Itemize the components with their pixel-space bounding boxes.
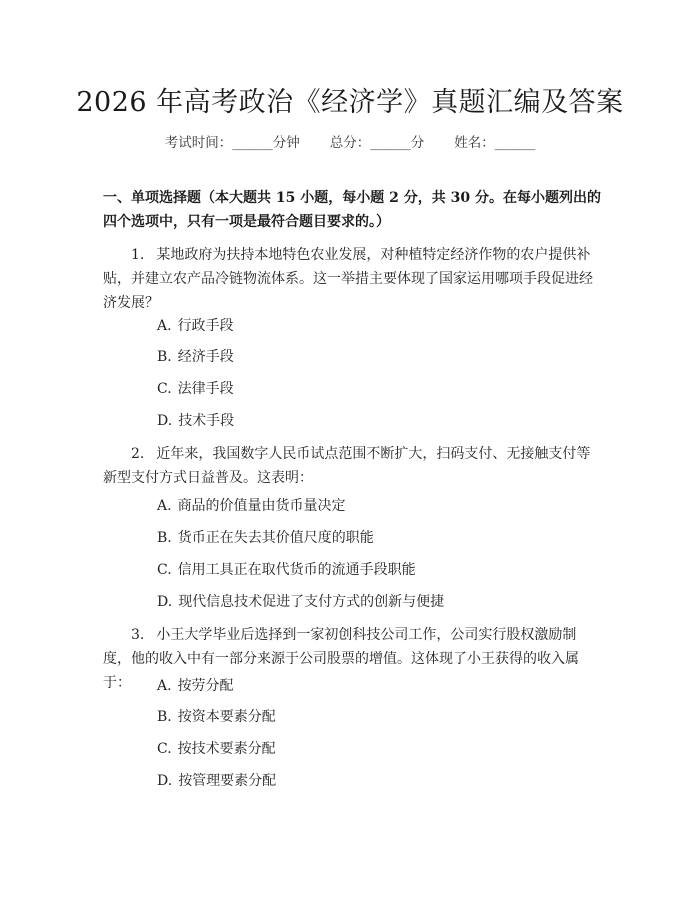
option-text: 按劳分配 bbox=[177, 678, 234, 694]
option-letter: B. bbox=[157, 709, 172, 725]
option-text: 法律手段 bbox=[177, 381, 234, 397]
option-text: 经济手段 bbox=[177, 349, 234, 365]
option-text: 按管理要素分配 bbox=[178, 773, 277, 789]
question-number: 2. bbox=[131, 446, 145, 462]
option-text: 按资本要素分配 bbox=[177, 709, 276, 725]
option-text: 信用工具正在取代货币的流通手段职能 bbox=[177, 562, 416, 578]
exam-time-field: 考试时间：______分钟 bbox=[164, 135, 300, 151]
option-letter: B. bbox=[157, 530, 172, 546]
question-2-option-c bbox=[157, 560, 416, 580]
option-letter: C. bbox=[157, 562, 172, 578]
option-letter: B. bbox=[157, 349, 172, 365]
option-text: 行政手段 bbox=[177, 318, 234, 334]
option-letter: A. bbox=[157, 498, 172, 514]
question-3-option-c bbox=[157, 739, 276, 759]
option-letter: A. bbox=[157, 678, 172, 694]
question-1-option-a bbox=[157, 316, 234, 336]
option-letter: D. bbox=[157, 594, 173, 610]
exam-score-field: 总分：______分 bbox=[329, 135, 425, 151]
option-letter: C. bbox=[157, 741, 172, 757]
question-2 bbox=[103, 442, 603, 490]
option-letter: A. bbox=[157, 318, 172, 334]
option-text: 按技术要素分配 bbox=[177, 741, 276, 757]
question-1-option-b bbox=[157, 347, 234, 367]
question-1-option-c bbox=[157, 379, 234, 399]
option-text: 现代信息技术促进了支付方式的创新与便捷 bbox=[178, 594, 445, 610]
section-heading: 一、单项选择题（本大题共 15 小题，每小题 2 分，共 30 分。在每小题列出的四个选项中，只有一项是最符合题目要求的。） bbox=[103, 190, 601, 230]
question-text: 某地政府为扶持本地特色农业发展，对种植特定经济作物的农户提供补贴，并建立农产品冷链物流体系。这一举措主要体现了国家运用哪项手段促进经济发展？ bbox=[103, 247, 593, 311]
question-2-option-a bbox=[157, 496, 346, 516]
question-text: 近年来，我国数字人民币试点范围不断扩大，扫码支付、无接触支付等新型支付方式日益普及。这表明： bbox=[103, 446, 591, 486]
question-number: 1. bbox=[131, 247, 145, 263]
question-1-option-d bbox=[157, 411, 234, 431]
question-text: 小王大学毕业后选择到一家初创科技公司工作，公司实行股权激励制度，他的收入中有一部分来源于公司股票的增值。这体现了小王获得的收入属于： bbox=[103, 627, 579, 691]
option-text: 货币正在失去其价值尺度的职能 bbox=[177, 530, 374, 546]
question-3-option-a bbox=[157, 676, 234, 696]
question-2-option-b bbox=[157, 528, 374, 548]
exam-name-field: 姓名：______ bbox=[454, 135, 536, 151]
question-3-option-d bbox=[157, 771, 276, 791]
option-letter: C. bbox=[157, 381, 172, 397]
question-number: 3. bbox=[131, 627, 145, 643]
option-text: 商品的价值量由货币量决定 bbox=[177, 498, 346, 514]
document-title: 2026 年高考政治《经济学》真题汇编及答案 bbox=[76, 87, 624, 118]
question-3-option-b bbox=[157, 707, 276, 727]
question-1 bbox=[103, 243, 603, 315]
option-letter: D. bbox=[157, 773, 173, 789]
exam-info-line bbox=[0, 131, 700, 151]
option-letter: D. bbox=[157, 413, 173, 429]
question-2-option-d bbox=[157, 592, 444, 612]
option-text: 技术手段 bbox=[178, 413, 235, 429]
